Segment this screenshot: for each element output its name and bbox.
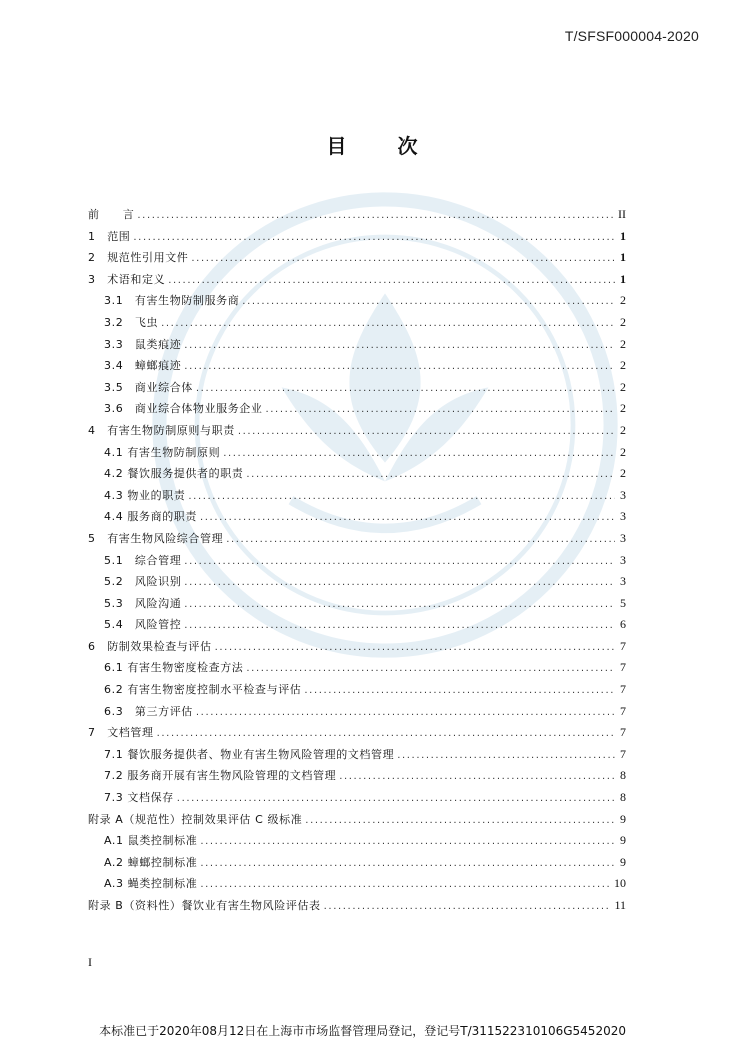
toc-dot-leader xyxy=(133,227,615,249)
toc-entry-page: 9 xyxy=(620,811,626,826)
toc-entry-page: 7 xyxy=(620,703,626,718)
toc-dot-leader xyxy=(339,766,615,788)
toc-entry-page: II xyxy=(618,207,626,221)
toc-entry-page: 2 xyxy=(620,293,626,308)
toc-entry[interactable] xyxy=(88,528,626,550)
toc-entry[interactable] xyxy=(88,852,626,874)
toc-entry[interactable] xyxy=(88,485,626,507)
toc-dot-leader xyxy=(184,615,615,637)
toc-entry-page: 8 xyxy=(620,768,626,783)
toc-dot-leader xyxy=(246,658,615,680)
toc-entry-title: 前 言 xyxy=(88,208,135,221)
toc-entry-page: 2 xyxy=(620,314,626,329)
toc-entry-title: 7.2 服务商开展有害生物风险管理的文档管理 xyxy=(104,769,337,783)
toc-entry-title: 3.1 有害生物防制服务商 xyxy=(104,294,240,308)
toc-entry-title: 3.6 商业综合体物业服务企业 xyxy=(104,402,263,416)
toc-dot-leader xyxy=(191,248,615,270)
toc-dot-leader xyxy=(304,680,615,702)
toc-entry-title: A.1 鼠类控制标准 xyxy=(104,834,198,848)
toc-dot-leader xyxy=(184,335,615,357)
toc-entry-title: 7 文档管理 xyxy=(88,726,154,740)
document-number: T/SFSF000004-2020 xyxy=(564,28,699,44)
toc-entry-title: 3 术语和定义 xyxy=(88,272,166,286)
toc-entry-page: 11 xyxy=(614,898,626,912)
toc-dot-leader xyxy=(177,788,615,810)
toc-entry-page: 1 xyxy=(620,228,626,243)
toc-entry[interactable] xyxy=(88,442,626,464)
toc-entry-title: 4.1 有害生物防制原则 xyxy=(104,445,221,459)
toc-dot-leader xyxy=(215,637,615,659)
toc-dot-leader xyxy=(137,205,615,227)
toc-entry-page: 3 xyxy=(620,509,626,524)
toc-entry[interactable] xyxy=(88,290,626,312)
toc-entry[interactable] xyxy=(88,571,626,593)
toc-entry-title: 6.1 有害生物密度检查方法 xyxy=(104,661,244,675)
toc-dot-leader xyxy=(223,443,615,465)
toc-entry-title: 5.3 风险沟通 xyxy=(104,596,182,610)
toc-entry-title: 4.3 物业的职责 xyxy=(104,488,186,502)
toc-entry-page: 2 xyxy=(620,336,626,351)
toc-entry-title: 5.1 综合管理 xyxy=(104,553,182,567)
toc-entry-title: 6.2 有害生物密度控制水平检查与评估 xyxy=(104,683,302,697)
toc-dot-leader xyxy=(196,702,615,724)
toc-entry-page: 1 xyxy=(620,250,626,265)
page-number: I xyxy=(88,955,92,969)
toc-entry-page: 2 xyxy=(620,444,626,459)
toc-entry[interactable] xyxy=(88,614,626,636)
toc-entry[interactable] xyxy=(88,593,626,615)
table-of-contents xyxy=(88,204,626,917)
toc-entry-title: 6 防制效果检查与评估 xyxy=(88,639,212,653)
toc-entry[interactable] xyxy=(88,247,626,269)
toc-entry-title: 5.2 风险识别 xyxy=(104,575,182,589)
toc-dot-leader xyxy=(184,551,615,573)
toc-entry-title: 附录 B（资料性）餐饮业有害生物风险评估表 xyxy=(88,899,321,912)
toc-entry-page: 2 xyxy=(620,401,626,416)
toc-entry-title: 2 规范性引用文件 xyxy=(88,251,189,265)
toc-entry[interactable] xyxy=(88,334,626,356)
toc-dot-leader xyxy=(200,874,611,896)
toc-dot-leader xyxy=(184,356,615,378)
toc-entry-page: 7 xyxy=(620,746,626,761)
toc-entry[interactable] xyxy=(88,679,626,701)
toc-entry[interactable] xyxy=(88,809,626,831)
toc-entry[interactable] xyxy=(88,636,626,658)
toc-dot-leader xyxy=(397,745,615,767)
toc-entry-page: 9 xyxy=(620,833,626,848)
toc-entry-page: 10 xyxy=(614,876,626,891)
toc-entry[interactable] xyxy=(88,550,626,572)
toc-entry-page: 1 xyxy=(620,271,626,286)
toc-entry-page: 7 xyxy=(620,660,626,675)
toc-entry-page: 6 xyxy=(620,617,626,632)
toc-entry-title: 1 范围 xyxy=(88,229,131,243)
toc-entry-page: 2 xyxy=(620,466,626,481)
toc-entry[interactable] xyxy=(88,420,626,442)
toc-dot-leader xyxy=(200,507,615,529)
toc-entry-title: 3.3 鼠类痕迹 xyxy=(104,337,182,351)
toc-entry[interactable] xyxy=(88,657,626,679)
toc-entry[interactable] xyxy=(88,830,626,852)
toc-entry[interactable] xyxy=(88,744,626,766)
toc-entry[interactable] xyxy=(88,506,626,528)
toc-entry[interactable] xyxy=(88,765,626,787)
registration-note: 本标准已于2020年08月12日在上海市市场监督管理局登记，登记号T/311522310106G5452020 xyxy=(99,1024,626,1038)
toc-entry-page: 7 xyxy=(620,682,626,697)
toc-entry-title: 4 有害生物防制原则与职责 xyxy=(88,423,235,437)
toc-entry[interactable] xyxy=(88,787,626,809)
toc-entry-page: 7 xyxy=(620,725,626,740)
toc-dot-leader xyxy=(157,723,615,745)
toc-dot-leader xyxy=(184,594,615,616)
toc-entry[interactable] xyxy=(88,226,626,248)
toc-dot-leader xyxy=(226,529,615,551)
toc-entry-title: 5 有害生物风险综合管理 xyxy=(88,531,224,545)
toc-entry-title: A.2 蟑螂控制标准 xyxy=(104,855,198,869)
toc-entry[interactable] xyxy=(88,895,626,917)
toc-entry[interactable] xyxy=(88,355,626,377)
toc-entry-page: 3 xyxy=(620,552,626,567)
toc-entry[interactable] xyxy=(88,463,626,485)
toc-dot-leader xyxy=(246,464,615,486)
toc-dot-leader xyxy=(184,572,615,594)
toc-dot-leader xyxy=(242,291,615,313)
toc-entry-page: 8 xyxy=(620,790,626,805)
toc-entry[interactable] xyxy=(88,722,626,744)
toc-entry-page: 3 xyxy=(620,487,626,502)
toc-entry-title: 6.3 第三方评估 xyxy=(104,704,193,718)
toc-entry-title: 7.1 餐饮服务提供者、物业有害生物风险管理的文档管理 xyxy=(104,747,395,761)
toc-entry-title: 7.3 文档保存 xyxy=(104,791,174,805)
toc-dot-leader xyxy=(188,486,615,508)
toc-entry-page: 3 xyxy=(620,530,626,545)
toc-dot-leader xyxy=(200,831,615,853)
toc-entry-title: 5.4 风险管控 xyxy=(104,618,182,632)
toc-entry[interactable] xyxy=(88,701,626,723)
toc-dot-leader xyxy=(324,896,612,918)
page-title: 目 次 xyxy=(326,134,440,158)
toc-entry-title: 3.4 蟑螂痕迹 xyxy=(104,359,182,373)
toc-entry-page: 3 xyxy=(620,574,626,589)
toc-entry-page: 2 xyxy=(620,379,626,394)
toc-entry-title: 3.2 飞虫 xyxy=(104,315,159,329)
toc-entry-page: 2 xyxy=(620,422,626,437)
toc-entry-page: 9 xyxy=(620,854,626,869)
toc-entry-title: 4.4 服务商的职责 xyxy=(104,510,197,524)
toc-dot-leader xyxy=(196,378,615,400)
toc-dot-leader xyxy=(305,810,615,832)
toc-entry[interactable] xyxy=(88,204,626,226)
toc-dot-leader xyxy=(200,853,615,875)
toc-entry[interactable] xyxy=(88,873,626,895)
toc-entry[interactable] xyxy=(88,269,626,291)
toc-entry[interactable] xyxy=(88,398,626,420)
toc-dot-leader xyxy=(266,399,616,421)
toc-entry-page: 5 xyxy=(620,595,626,610)
toc-entry-page: 2 xyxy=(620,358,626,373)
toc-dot-leader xyxy=(238,421,615,443)
toc-entry-title: A.3 蝇类控制标准 xyxy=(104,877,198,891)
toc-entry[interactable] xyxy=(88,377,626,399)
toc-entry-title: 附录 A（规范性）控制效果评估 C 级标准 xyxy=(88,812,303,826)
toc-dot-leader xyxy=(161,313,615,335)
toc-entry-title: 3.5 商业综合体 xyxy=(104,380,193,394)
toc-entry-page: 7 xyxy=(620,638,626,653)
toc-entry-title: 4.2 餐饮服务提供者的职责 xyxy=(104,467,244,481)
toc-entry[interactable] xyxy=(88,312,626,334)
toc-dot-leader xyxy=(168,270,615,292)
